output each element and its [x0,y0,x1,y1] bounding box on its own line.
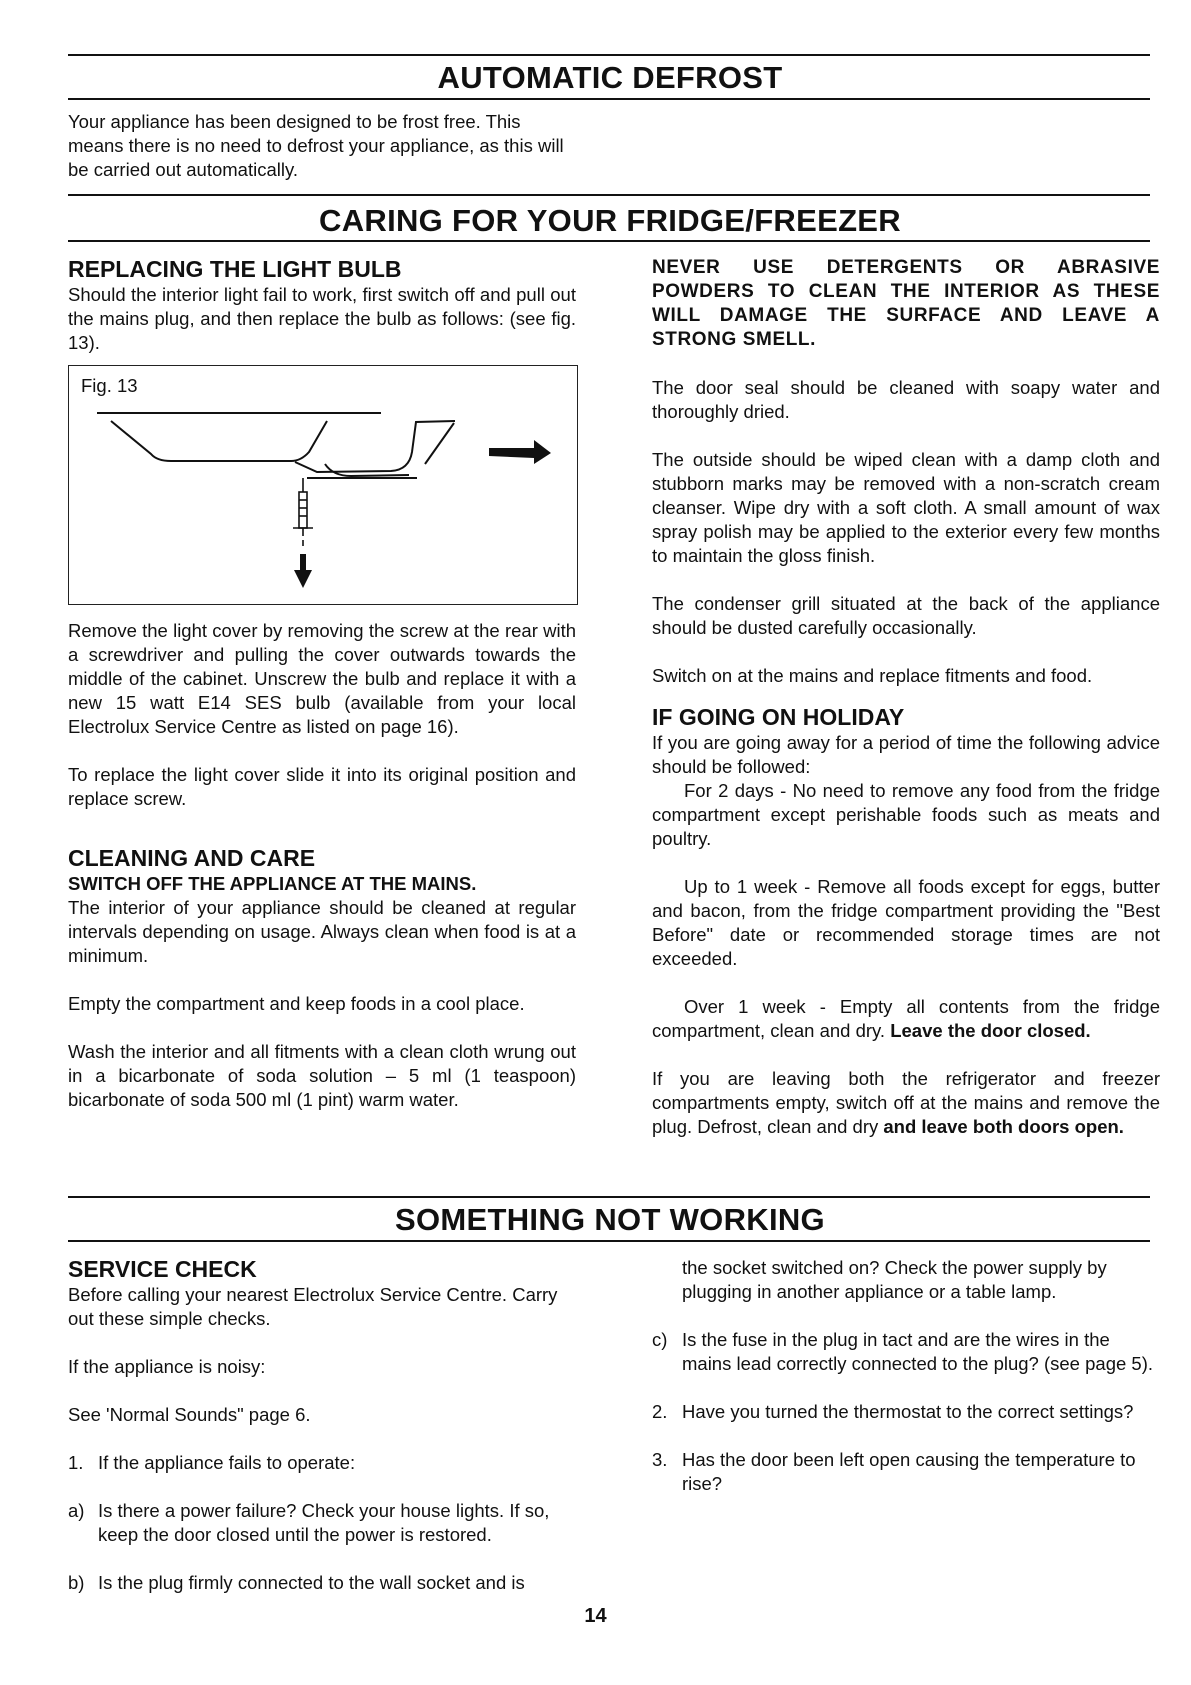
bulb-remove-instructions: Remove the light cover by removing the screw at the rear with a screwdriver and pulling the cover outwards towards the middle of the cabinet. Unscrew the bulb and replace it with a new 15 watt E14 SES bulb (available from your local Electrolux Service Centre as listed on page 16). [68,620,576,737]
check-item-c [652,1328,1160,1376]
heading-going-on-holiday: IF GOING ON HOLIDAY [652,704,905,730]
check-text: Is the fuse in the plug in tact and are the wires in the mains lead correctly connected to the plug? (see page 5). [682,1329,1154,1374]
cleaning-paragraph-1: The interior of your appliance should be cleaned at regular intervals depending on usage. Always clean when food is at a minimum. [68,897,576,966]
not-working-left-column [68,1256,588,1595]
subheading-switch-off: SWITCH OFF THE APPLIANCE AT THE MAINS. [68,873,477,894]
holiday-both-empty [652,1067,1160,1139]
bulb-intro: Should the interior light fail to work, first switch off and pull out the mains plug, and then replace the bulb as follows: (see fig. 13). [68,284,576,353]
check-text: Have you turned the thermostat to the correct settings? [682,1401,1134,1422]
rule-under-caring [68,240,1150,242]
normal-sounds-reference: See 'Normal Sounds" page 6. [68,1404,311,1425]
cleaning-paragraph-2: Empty the compartment and keep foods in a cool place. [68,993,525,1014]
check-item-b-continued: the socket switched on? Check the power supply by plugging in another appliance or a table lamp. [682,1257,1107,1302]
screw-icon [293,478,313,546]
holiday-intro: If you are going away for a period of time the following advice should be followed: [652,732,1160,777]
rule-above-caring [68,194,1150,196]
defrost-body [68,110,576,182]
service-check-intro: Before calling your nearest Electrolux Service Centre. Carry out these simple checks. [68,1284,558,1329]
check-marker: c) [652,1329,668,1350]
holiday-over-week [652,995,1160,1043]
check-text: If the appliance fails to operate: [98,1452,356,1473]
check-marker: a) [68,1500,85,1521]
over-week-text: Over 1 week - Empty all contents from the fridge compartment, clean and dry. [652,996,1160,1041]
rule-above-not-working [68,1196,1150,1198]
check-text: Is the plug firmly connected to the wall socket and is [98,1572,525,1593]
heading-service-check: SERVICE CHECK [68,1256,257,1282]
arrow-down-icon [294,554,312,588]
cleaning-paragraph-3: Wash the interior and all fitments with a clean cloth wrung out in a bicarbonate of soda solution – 5 ml (1 teaspoon) bicarbonate of soda 500 ml (1 pint) warm water. [68,1041,576,1110]
rule-under-defrost [68,98,1150,100]
caring-left-column [68,256,576,1112]
door-seal-paragraph: The door seal should be cleaned with soapy water and thoroughly dried. [652,377,1160,422]
leave-doors-open: and leave both doors open. [883,1116,1124,1137]
not-working-right-column [652,1256,1160,1496]
page-number: 14 [584,1605,607,1627]
heading-replacing-light-bulb: REPLACING THE LIGHT BULB [68,256,402,282]
holiday-one-week: Up to 1 week - Remove all foods except for eggs, butter and bacon, from the fridge compartment providing the "Best Before" date or recommended storage times are not exceeded. [652,876,1160,969]
section-title-caring: CARING FOR YOUR FRIDGE/FREEZER [319,203,901,238]
holiday-two-days: For 2 days - No need to remove any food from the fridge compartment except perishable foods such as meats and poultry. [652,780,1160,849]
figure-13 [68,365,578,605]
noisy-line: If the appliance is noisy: [68,1356,266,1377]
figure-label: Fig. 13 [81,375,138,396]
check-marker: 3. [652,1449,668,1470]
leave-door-closed: Leave the door closed. [890,1020,1091,1041]
light-cover-diagram [69,366,577,604]
top-rule [68,54,1150,56]
detergent-warning: NEVER USE DETERGENTS OR ABRASIVE POWDERS TO CLEAN THE INTERIOR AS THESE WILL DAMAGE THE SURFACE AND LEAVE A STRONG SMELL. [652,257,1160,350]
check-marker: 2. [652,1401,668,1422]
condenser-paragraph: The condenser grill situated at the back of the appliance should be dusted carefully occasionally. [652,593,1160,638]
check-item-1 [68,1451,588,1475]
arrow-right-icon [489,440,551,464]
both-empty-text: If you are leaving both the refrigerator and freezer compartments empty, switch off at the mains and remove the plug. Defrost, clean and dry [652,1068,1160,1137]
heading-cleaning-and-care: CLEANING AND CARE [68,845,316,871]
outside-cleaning-paragraph: The outside should be wiped clean with a damp cloth and stubborn marks may be removed with a non-scratch cream cleanser. Wipe dry with a soft cloth. A small amount of wax spray polish may be applied to the exterior every few months to maintain the gloss finish. [652,449,1160,566]
check-marker: 1. [68,1452,84,1473]
bulb-replace-instructions: To replace the light cover slide it into its original position and replace screw. [68,764,576,809]
section-title-not-working: SOMETHING NOT WORKING [395,1202,825,1237]
check-item-2 [652,1400,1160,1424]
check-text: Has the door been left open causing the temperature to rise? [682,1449,1136,1494]
defrost-paragraph: Your appliance has been designed to be frost free. This means there is no need to defrost your appliance, as this will be carried out automatically. [68,111,564,180]
check-text: Is there a power failure? Check your house lights. If so, keep the door closed until the power is restored. [98,1500,550,1545]
rule-under-not-working [68,1240,1150,1242]
check-item-b [68,1571,588,1595]
check-marker: b) [68,1572,85,1593]
caring-right-column [652,256,1160,1139]
check-item-3 [652,1448,1160,1496]
check-item-a [68,1499,588,1547]
switch-on-paragraph: Switch on at the mains and replace fitments and food. [652,665,1093,686]
section-title-defrost: AUTOMATIC DEFROST [437,60,783,95]
